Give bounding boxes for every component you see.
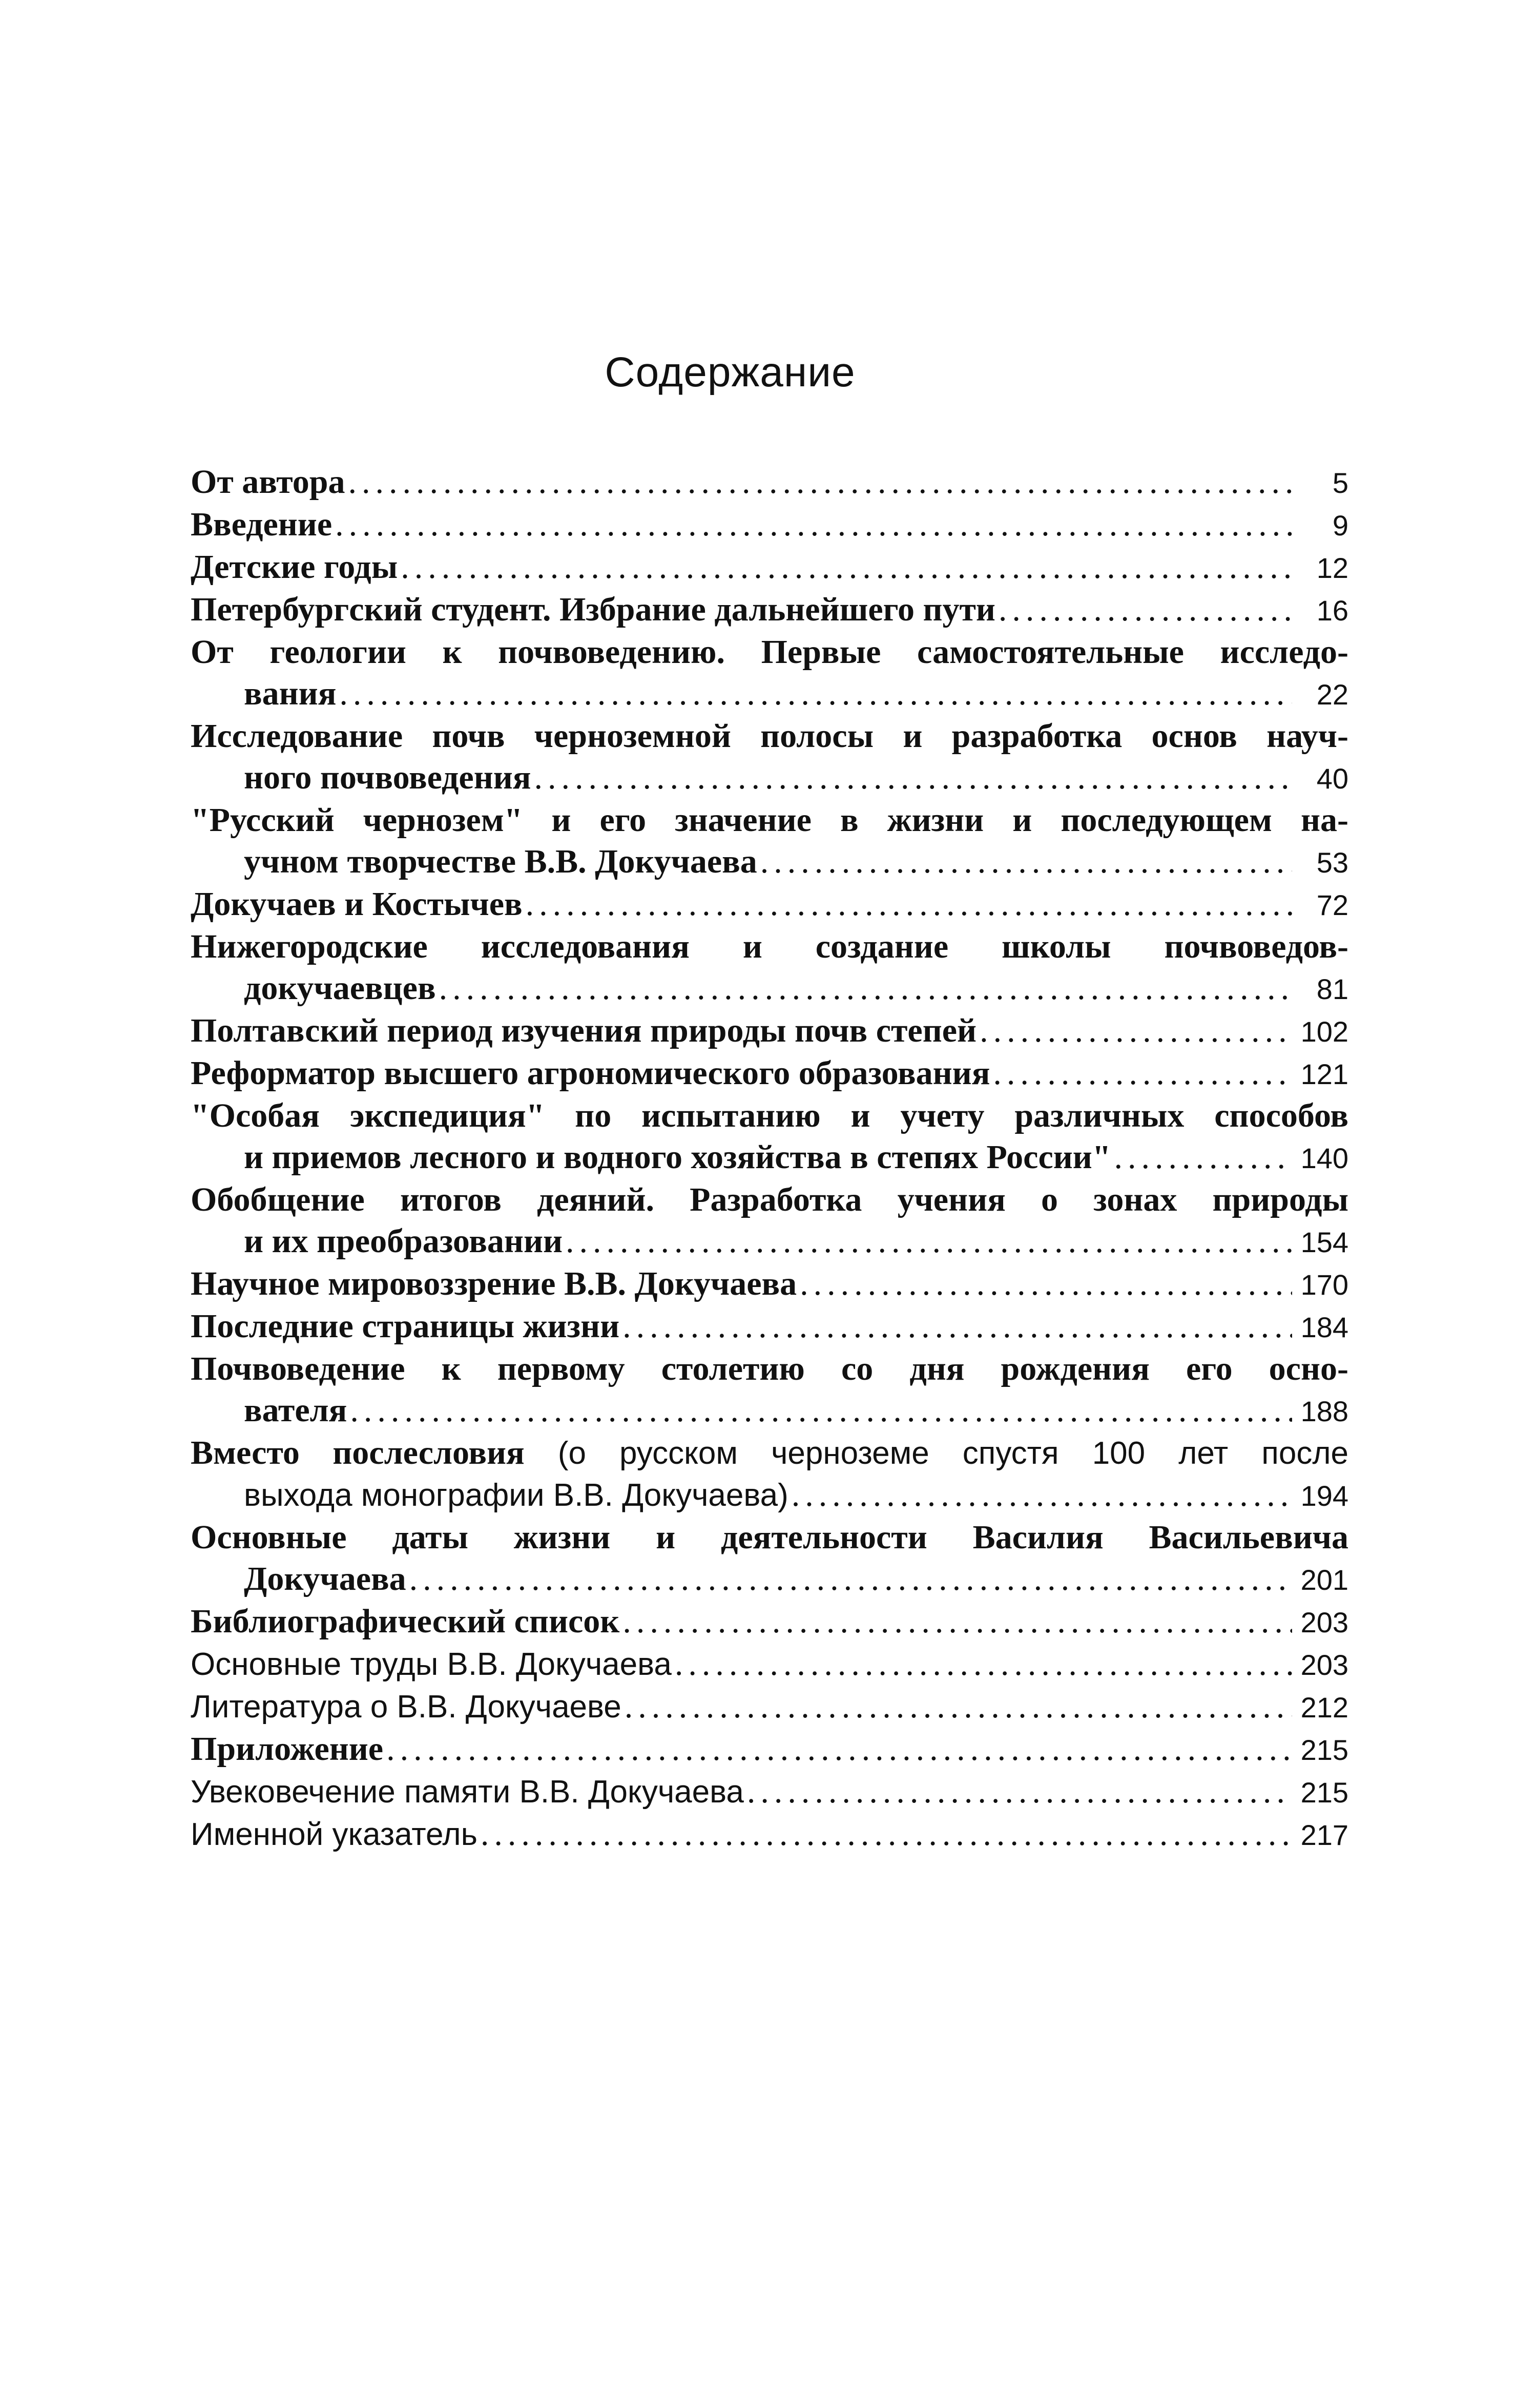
toc-entry [191,546,1348,589]
table-of-contents [191,461,1348,1856]
toc-entry-title: вания [244,675,337,712]
dot-leader [800,1263,1292,1304]
toc-entry-page-number: 9 [1332,509,1348,542]
dot-leader [386,1728,1292,1770]
toc-entry-title: Последние страницы жизни [191,1307,620,1345]
toc-entry-page-number: 215 [1300,1734,1348,1766]
toc-entry-title: Основные труды В.В. Докучаева [191,1647,672,1682]
toc-entry [191,461,1348,504]
toc-entry [191,1052,1348,1095]
toc-entry-page-number: 217 [1300,1819,1348,1851]
toc-entry [191,1601,1348,1643]
toc-entry-title-line: Нижегородские исследования и создание школы почвоведов- [191,928,1348,965]
toc-entry-title-line: "Особая экспедиция" по испытанию и учету различных способов [191,1097,1348,1134]
toc-entry-title: От автора [191,463,345,501]
dot-leader [566,1220,1292,1262]
toc-entry-page-number: 5 [1332,467,1348,499]
toc-entry-page-number: 40 [1316,762,1348,795]
toc-entry-title: Докучаева [244,1560,406,1597]
toc-entry-title-line [191,1432,1348,1474]
toc-entry-title: Литература о В.В. Докучаеве [191,1689,621,1725]
toc-entry-page-number: 203 [1300,1606,1348,1638]
toc-entry-title: Научное мировоззрение В.В. Докучаева [191,1265,797,1302]
toc-entry-title: Реформатор высшего агрономического образования [191,1054,990,1092]
toc-entry [191,1348,1348,1432]
toc-entry [191,1095,1348,1179]
toc-entry-title: Библиографический список [191,1603,620,1640]
dot-leader [339,673,1292,714]
dot-leader [481,1813,1292,1855]
dot-leader [792,1474,1292,1516]
toc-entry [191,1643,1348,1686]
page-title: Содержание [605,349,856,396]
toc-entry-title: выхода монографии В.В. Докучаева) [244,1478,788,1513]
toc-entry-title-line: От геологии к почвоведению. Первые самостоятельные исследо- [191,633,1348,671]
toc-entry-page-number: 154 [1300,1226,1348,1258]
dot-leader [409,1558,1292,1600]
toc-entry [191,715,1348,799]
toc-entry-title-line: Обобщение итогов деяний. Разработка учения о зонах природы [191,1181,1348,1218]
toc-entry-page-number: 12 [1316,552,1348,584]
toc-entry-page-number: 53 [1316,846,1348,879]
toc-entry-title: Введение [191,506,333,543]
toc-entry [191,1432,1348,1517]
toc-entry-title-line: "Русский чернозем" и его значение в жизни и последующем на- [191,801,1348,839]
dot-leader [993,1052,1292,1094]
toc-entry-title: докучаевцев [244,969,436,1007]
toc-entry-page-number: 194 [1300,1480,1348,1512]
toc-entry-title: Детские годы [191,548,398,586]
toc-entry-page-number: 72 [1316,889,1348,921]
toc-entry-page-number: 170 [1300,1269,1348,1301]
toc-entry-title: и приемов лесного и водного хозяйства в степях России" [244,1138,1111,1176]
toc-entry-page-number: 81 [1316,973,1348,1005]
toc-entry [191,1263,1348,1305]
toc-entry-title: Приложение [191,1730,384,1768]
toc-entry [191,1010,1348,1052]
toc-entry [191,799,1348,883]
toc-entry-title: и их преобразовании [244,1222,563,1260]
toc-entry [191,589,1348,631]
dot-leader [534,757,1292,798]
toc-entry [191,1517,1348,1601]
toc-entry [191,883,1348,926]
toc-entry-page-number: 140 [1300,1142,1348,1174]
toc-entry-title: Петербургский студент. Избрание дальнейшего пути [191,591,995,628]
toc-entry-page-number: 188 [1300,1395,1348,1427]
toc-entry-title-line: Почвоведение к первому столетию со дня рождения его осно- [191,1350,1348,1387]
dot-leader [622,1601,1292,1642]
dot-leader [760,841,1292,882]
toc-entry [191,1728,1348,1771]
toc-entry-page-number: 212 [1300,1691,1348,1724]
toc-entry-title: Полтавский период изучения природы почв степей [191,1012,977,1049]
toc-entry [191,1771,1348,1813]
toc-entry-title: вателя [244,1392,347,1429]
toc-entry-page-number: 16 [1316,594,1348,627]
dot-leader [999,589,1292,630]
toc-entry-page-number: 203 [1300,1649,1348,1681]
toc-entry-title: Увековечение памяти В.В. Докучаева [191,1774,744,1810]
toc-entry-title: Докучаев и Костычев [191,885,523,923]
toc-entry [191,631,1348,715]
toc-entry [191,504,1348,546]
toc-entry-page-number: 201 [1300,1564,1348,1596]
toc-entry [191,1813,1348,1856]
dot-leader [439,967,1292,1009]
toc-entry-title: ного почвоведения [244,759,531,796]
toc-entry-title: Именной указатель [191,1817,477,1852]
toc-entry-title: учном творчестве В.В. Докучаева [244,843,757,880]
toc-entry [191,1179,1348,1263]
toc-entry-page-number: 121 [1300,1058,1348,1090]
dot-leader [622,1305,1292,1347]
toc-entry-title-bold: Вместо послесловия [191,1434,525,1471]
dot-leader [335,504,1292,545]
dot-leader [526,883,1292,925]
toc-entry-page-number: 215 [1300,1776,1348,1809]
dot-leader [980,1010,1292,1051]
dot-leader [747,1771,1292,1812]
toc-entry-title-line: Основные даты жизни и деятельности Василия Васильевича [191,1519,1348,1556]
dot-leader [675,1643,1292,1685]
toc-entry-page-number: 102 [1300,1015,1348,1048]
dot-leader [625,1686,1292,1727]
toc-entry [191,926,1348,1010]
toc-entry-title-line: Исследование почв черноземной полосы и разработка основ науч- [191,717,1348,755]
toc-entry-page-number: 22 [1316,678,1348,711]
toc-entry [191,1686,1348,1728]
dot-leader [350,1389,1292,1431]
toc-entry-page-number: 184 [1300,1311,1348,1343]
dot-leader [1114,1136,1292,1178]
toc-entry-title-normal: (о русском черноземе спустя 100 лет после [524,1436,1348,1471]
dot-leader [348,461,1292,503]
dot-leader [401,546,1292,588]
toc-entry [191,1305,1348,1348]
